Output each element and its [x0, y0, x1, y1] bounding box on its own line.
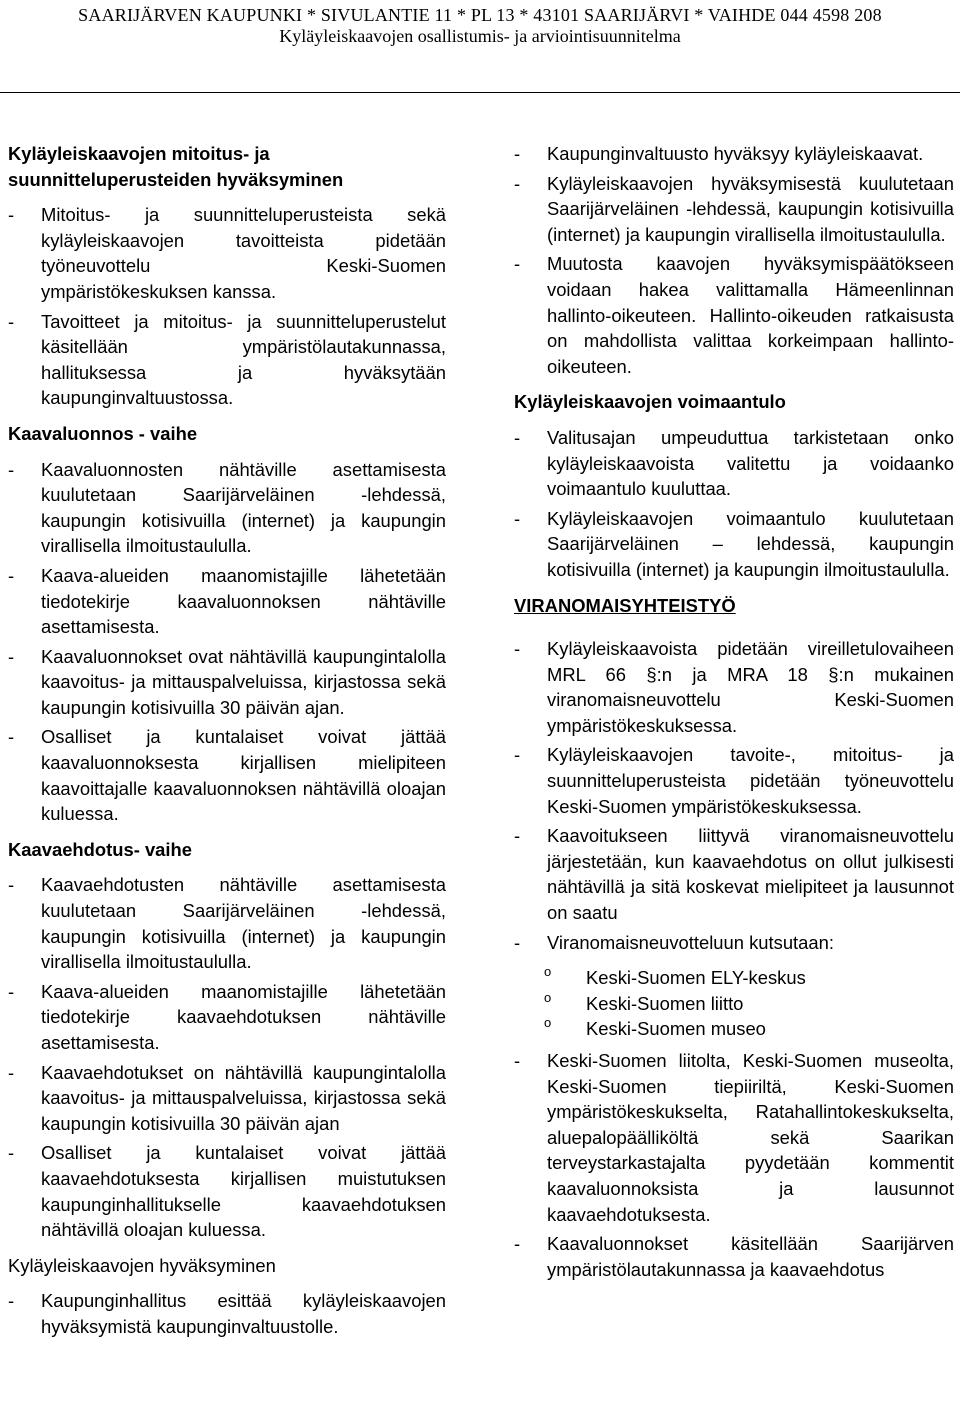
authority-cooperation-list	[514, 636, 954, 955]
authority-cooperation-list-continued	[514, 1048, 954, 1282]
section-title-approval-criteria: Kyläyleiskaavojen mitoitus- ja suunnitteluperusteiden hyväksyminen	[8, 143, 344, 190]
list-item: - Kyläyleiskaavojen tavoite-, mitoitus- ja suunnitteluperusteista pidetään työneuvottelu Keski-Suomen ympäristökeskuksessa.	[514, 742, 954, 819]
list-item: - Kyläyleiskaavojen hyväksymisestä kuulutetaan Saarijärveläinen -lehdessä, kaupungin kotisivuilla (internet) ja kaupungin virallisella ilmoitustaululla.	[514, 171, 954, 248]
plan-approval-list	[8, 1288, 446, 1339]
list-item: - Kyläyleiskaavojen voimaantulo kuulutetaan Saarijärveläinen – lehdessä, kaupungin kotisivuilla (internet) ja kaupungin ilmoitustaululla.	[514, 506, 954, 583]
list-item: - Osalliset ja kuntalaiset voivat jättää kaavaluonnoksesta kirjallisen mielipiteen kaavoittajalle kaavaluonnoksen nähtävillä oloajan kuluessa.	[8, 724, 446, 826]
list-item: - Kaavoitukseen liittyvä viranomaisneuvottelu järjestetään, kun kaavaehdotus on ollut julkisesti nähtävillä ja sitä koskevat mielipiteet ja lausunnot on saatu	[514, 823, 954, 925]
header-address: SAARIJÄRVEN KAUPUNKI * SIVULANTIE 11 * PL 13 * 43101 SAARIJÄRVI * VAIHDE 044 4598 208	[78, 5, 882, 25]
list-item: - Kaavaehdotukset on nähtävillä kaupungintalolla kaavoitus- ja mittauspalveluissa, kirjastossa sekä kaupungin kotisivuilla 30 päivän ajan	[8, 1060, 446, 1137]
section-title-authority-cooperation: VIRANOMAISYHTEISTYÖ	[514, 594, 736, 616]
section-title-plan-approval: Kyläyleiskaavojen hyväksyminen	[8, 1254, 276, 1276]
list-item: - Kaavaluonnosten nähtäville asettamisesta kuulutetaan Saarijärveläinen -lehdessä, kaupungin kotisivuilla (internet) ja kaupungin virallisella ilmoitustaululla.	[8, 457, 446, 559]
section-title-draft-phase: Kaavaluonnos - vaihe	[8, 422, 198, 444]
list-item: - Tavoitteet ja mitoitus- ja suunnitteluperustelut käsitellään ympäristölautakunnassa, hallituksessa ja hyväksytään kaupunginvaltuustossa.	[8, 309, 446, 411]
list-item: - Kaavaehdotusten nähtäville asettamisesta kuulutetaan Saarijärveläinen -lehdessä, kaupungin kotisivuilla (internet) ja kaupungin virallisella ilmoitustaululla.	[8, 872, 446, 974]
list-item: - Valitusajan umpeuduttua tarkistetaan onko kyläyleiskaavoista valitettu ja voidaanko voimaantulo kuuluttaa.	[514, 425, 954, 502]
entry-into-force-list	[514, 425, 954, 583]
list-item: - Mitoitus- ja suunnitteluperusteista sekä kyläyleiskaavojen tavoitteista pidetään työneuvottelu Keski-Suomen ympäristökeskuksen kanssa.	[8, 202, 446, 304]
list-item: - Kaavaluonnokset käsitellään Saarijärven ympäristölautakunnassa ja kaavaehdotus	[514, 1231, 954, 1282]
list-item: - Keski-Suomen liitolta, Keski-Suomen museolta, Keski-Suomen tiepiiriltä, Keski-Suomen ympäristökeskukselta, Ratahallintokeskukselta, aluepalopäälliköltä sekä Saarikan terveystarkastajalta pyydetään kommentit kaavaluonnoksista ja lausunnot kaavaehdotuksesta.	[514, 1048, 954, 1227]
draft-phase-list	[8, 457, 446, 827]
list-item: o Keski-Suomen museo	[514, 1016, 954, 1042]
page-header	[0, 0, 960, 93]
header-document-title: Kyläyleiskaavojen osallistumis- ja arviointisuunnitelma	[279, 26, 681, 46]
list-item: - Kaavaluonnokset ovat nähtävillä kaupungintalolla kaavoitus- ja mittauspalveluissa, kirjastossa sekä kaupungin kotisivuilla 30 päivän ajan.	[8, 644, 446, 721]
list-item: - Kaupunginhallitus esittää kyläyleiskaavojen hyväksymistä kaupunginvaltuustolle.	[8, 1288, 446, 1339]
list-item: - Osalliset ja kuntalaiset voivat jättää kaavaehdotuksesta kirjallisen muistutuksen kaupunginhallitukselle kaavaehdotuksen nähtävillä oloajan kuluessa.	[8, 1140, 446, 1242]
list-item: o Keski-Suomen ELY-keskus	[514, 965, 954, 991]
list-item: - Kaava-alueiden maanomistajille lähetetään tiedotekirje kaavaluonnoksen nähtäville asettamisesta.	[8, 563, 446, 640]
left-column	[8, 141, 446, 1350]
list-item: - Kyläyleiskaavoista pidetään vireilletulovaiheen MRL 66 §:n ja MRA 18 §:n mukainen viranomaisneuvottelu Keski-Suomen ympäristökeskuksessa.	[514, 636, 954, 738]
list-item: - Muutosta kaavojen hyväksymispäätökseen voidaan hakea valittamalla Hämeenlinnan hallinto-oikeuteen. Hallinto-oikeuden ratkaisusta on mahdollista valittaa korkeimpaan hallinto-oikeuteen.	[514, 251, 954, 379]
list-item: - Kaava-alueiden maanomistajille lähetetään tiedotekirje kaavaehdotuksen nähtäville asettamisesta.	[8, 979, 446, 1056]
right-column	[514, 141, 954, 1292]
approval-criteria-list	[8, 202, 446, 411]
section-title-entry-into-force: Kyläyleiskaavojen voimaantulo	[514, 391, 786, 413]
list-item: - Kaupunginvaltuusto hyväksyy kyläyleiskaavat.	[514, 141, 954, 167]
proposal-phase-list	[8, 872, 446, 1242]
list-item: o Keski-Suomen liitto	[514, 991, 954, 1017]
list-item: - Viranomaisneuvotteluun kutsutaan:	[514, 930, 954, 956]
section-title-proposal-phase: Kaavaehdotus- vaihe	[8, 838, 192, 860]
invited-authorities-list	[514, 965, 954, 1042]
plan-approval-continued-list	[514, 141, 954, 379]
